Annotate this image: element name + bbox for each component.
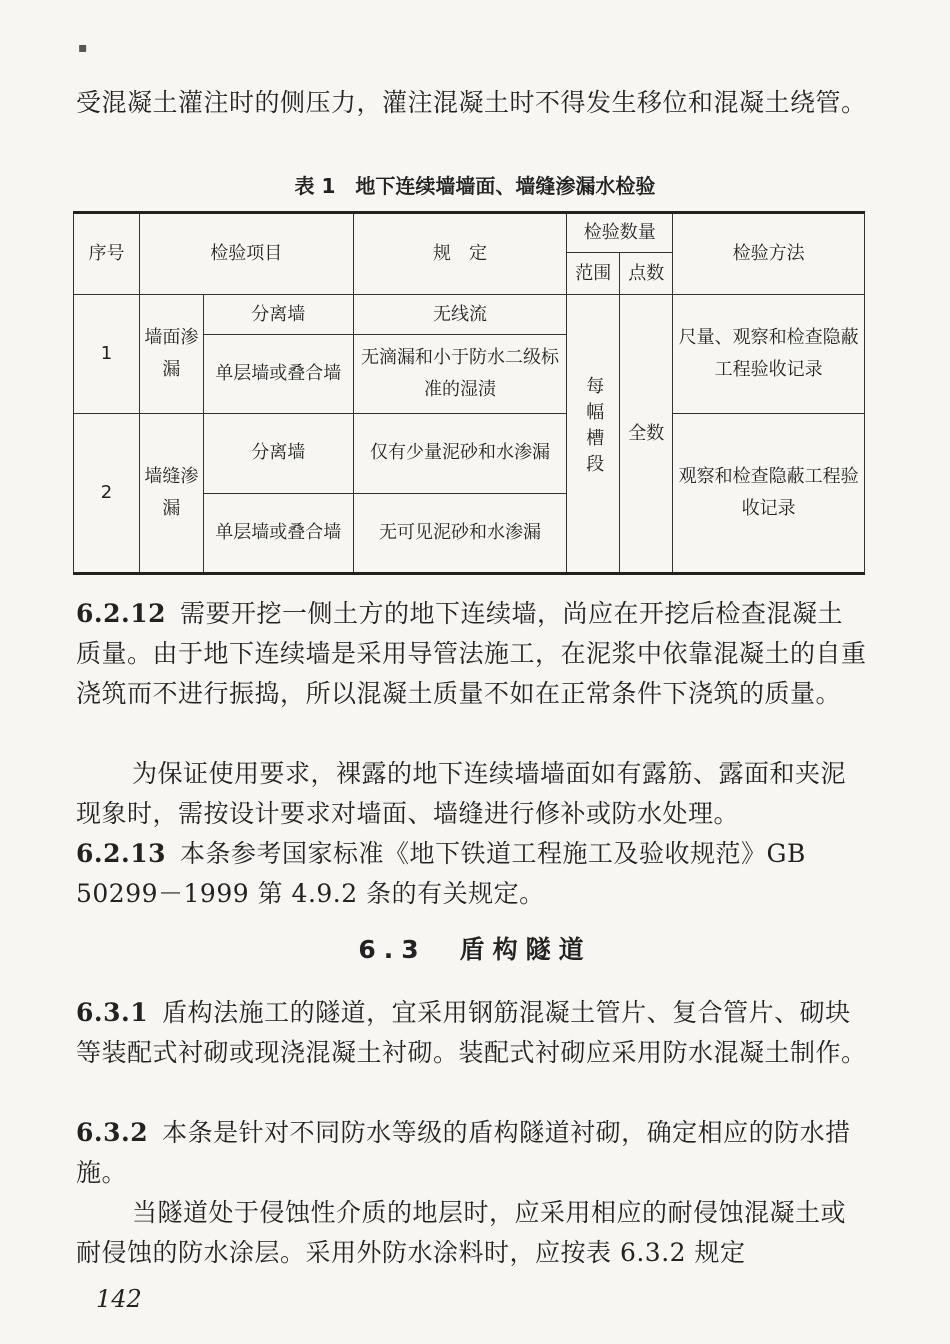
clause-number: 6.2.12	[76, 599, 166, 628]
clause-6-3-2-continued	[76, 1193, 868, 1273]
inspection-table	[73, 211, 865, 575]
range-cell	[567, 295, 620, 574]
points-cell: 全数	[620, 295, 673, 574]
range-value: 每幅槽段	[583, 376, 605, 481]
header-seq: 序号	[74, 213, 140, 295]
clause-6-2-13	[76, 834, 868, 914]
clause-6-3-2	[76, 1113, 868, 1193]
clause-text: 本条是针对不同防水等级的盾构隧道衬砌，确定相应的防水措施。	[76, 1118, 851, 1187]
clause-number: 6.3.1	[76, 998, 149, 1027]
row2-rule1: 仅有少量泥砂和水渗漏	[353, 413, 567, 493]
row2-rule2: 无可见泥砂和水渗漏	[353, 493, 567, 573]
clause-6-2-12	[76, 594, 868, 714]
clause-text: 为保证使用要求，裸露的地下连续墙墙面如有露筋、露面和夹泥现象时，需按设计要求对墙面、墙缝进行修补或防水处理。	[76, 759, 847, 828]
row1-rule1: 无线流	[353, 295, 567, 335]
row1-category: 墙面渗漏	[139, 295, 203, 413]
clause-number: 6.2.13	[76, 839, 166, 868]
intro-paragraph: 受混凝土灌注时的侧压力，灌注混凝土时不得发生移位和混凝土绕管。	[76, 88, 867, 117]
header-item: 检验项目	[139, 213, 353, 295]
row2-method: 观察和检查隐蔽工程验收记录	[673, 413, 865, 573]
row1-method: 尺量、观察和检查隐蔽工程验收记录	[673, 295, 865, 413]
row2-seq: 2	[74, 413, 140, 573]
clause-number: 6.3.2	[76, 1118, 149, 1147]
clause-6-3-1	[76, 993, 868, 1073]
row1-rule2: 无滴漏和小于防水二级标准的湿渍	[353, 335, 567, 413]
clause-text: 需要开挖一侧土方的地下连续墙，尚应在开挖后检查混凝土质量。由于地下连续墙是采用导管法施工，在泥浆中依靠混凝土的自重浇筑而不进行振捣，所以混凝土质量不如在正常条件下浇筑的质量。	[76, 599, 867, 708]
row2-sub1: 分离墙	[203, 413, 353, 493]
row2-category: 墙缝渗漏	[139, 413, 203, 573]
clause-6-2-12-continued	[76, 754, 868, 834]
header-method: 检验方法	[673, 213, 865, 295]
row1-sub2: 单层墙或叠合墙	[203, 335, 353, 413]
clause-text: 本条参考国家标准《地下铁道工程施工及验收规范》GB 50299－1999 第 4.9.2 条的有关规定。	[76, 839, 806, 908]
clause-text: 当隧道处于侵蚀性介质的地层时，应采用相应的耐侵蚀混凝土或耐侵蚀的防水涂层。采用外防水涂料时，应按表 6.3.2 规定	[76, 1198, 847, 1267]
header-range: 范围	[567, 253, 620, 295]
header-points: 点数	[620, 253, 673, 295]
section-heading: 6.3 盾构隧道	[358, 935, 592, 964]
row2-sub2: 单层墙或叠合墙	[203, 493, 353, 573]
page-number: 142	[96, 1285, 142, 1313]
clause-text: 盾构法施工的隧道，宜采用钢筋混凝土管片、复合管片、砌块等装配式衬砌或现浇混凝土衬砌。装配式衬砌应采用防水混凝土制作。	[76, 998, 867, 1067]
header-quantity: 检验数量	[567, 213, 673, 253]
row1-seq: 1	[74, 295, 140, 413]
header-rule: 规 定	[353, 213, 567, 295]
row1-sub1: 分离墙	[203, 295, 353, 335]
scan-mark: ▪	[78, 40, 88, 56]
table-caption: 表 1 地下连续墙墙面、墙缝渗漏水检验	[294, 174, 656, 198]
